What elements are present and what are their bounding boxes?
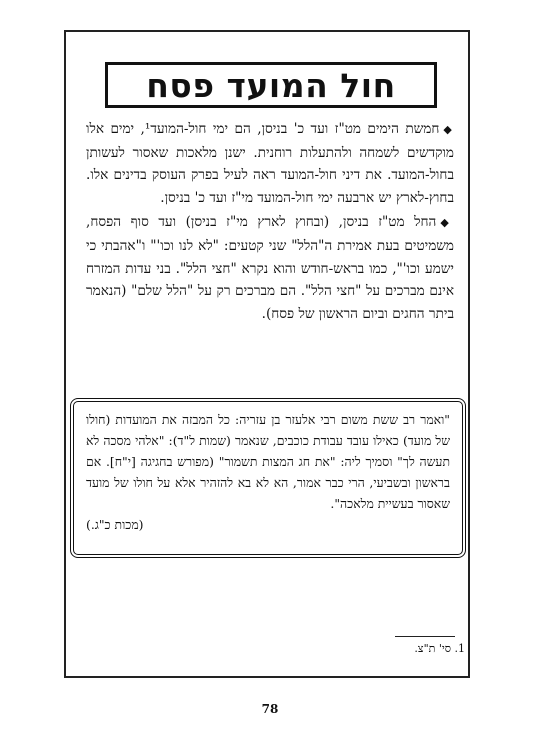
- footnote: 1. סי' ת"צ.: [414, 642, 465, 655]
- body-text: [86, 118, 454, 327]
- page-number: 78: [261, 702, 279, 716]
- bullet-diamond-icon: ◆: [443, 123, 454, 136]
- quote-box: [70, 398, 466, 558]
- quote-text: "ואמר רב ששת משום רבי אלעזר בן עזריה: כל המבזה את המועדות (חולו של מועד) כאילו עובד עבודת כוכבים, שנאמר (שמות ל"ד): "אלהי מסכה לא תעשה לך" וסמיך ליה: "את חג המצות תשמור" (מפורש בחגיגה [י"ח]. אם בראשון ובשביעי, הרי כבר אמור, הא לא בא להזהיר אלא על חולו של מועד שאסור בעשיית מלאכה".: [86, 412, 450, 511]
- paragraph-1: [86, 118, 454, 209]
- quote-source: (מכות כ"ג.): [86, 517, 144, 532]
- paragraph-1-text: חמשת הימים מט"ז ועד כ' בניסן, הם ימי חול-המועד¹, ימים אלו מוקדשים לשמחה ולהתעלות רוחנית. ישנן מלאכות שאסור לעשותן בחול-המועד. את דיני חול-המועד ראה לעיל בפרק העוסק בדינים אלו. בחוץ-לארץ יש ארבעה ימי חול-המועד מי"ז ועד כ' בניסן.: [86, 121, 454, 206]
- footnote-divider: [395, 636, 455, 637]
- paragraph-2: [86, 211, 454, 325]
- bullet-diamond-icon: ◆: [440, 216, 454, 230]
- chapter-title: חול המועד פסח: [105, 62, 437, 108]
- paragraph-2-text: החל מט"ז בניסן, (ובחוץ לארץ מי"ז בניסן) ועד סוף הפסח, משמיטים בעת אמירת ה"הלל" שני קטעים: "לא לנו וכו'" ו"אהבתי כי ישמע וכו'", כמו בראש-חודש והוא נקרא "חצי הלל". בני עדות המזרח אינם מברכים על "חצי הלל". הם מברכים רק על "הלל שלם" (הנאמר ביתר החגים וביום הראשון של פסח).: [86, 214, 454, 322]
